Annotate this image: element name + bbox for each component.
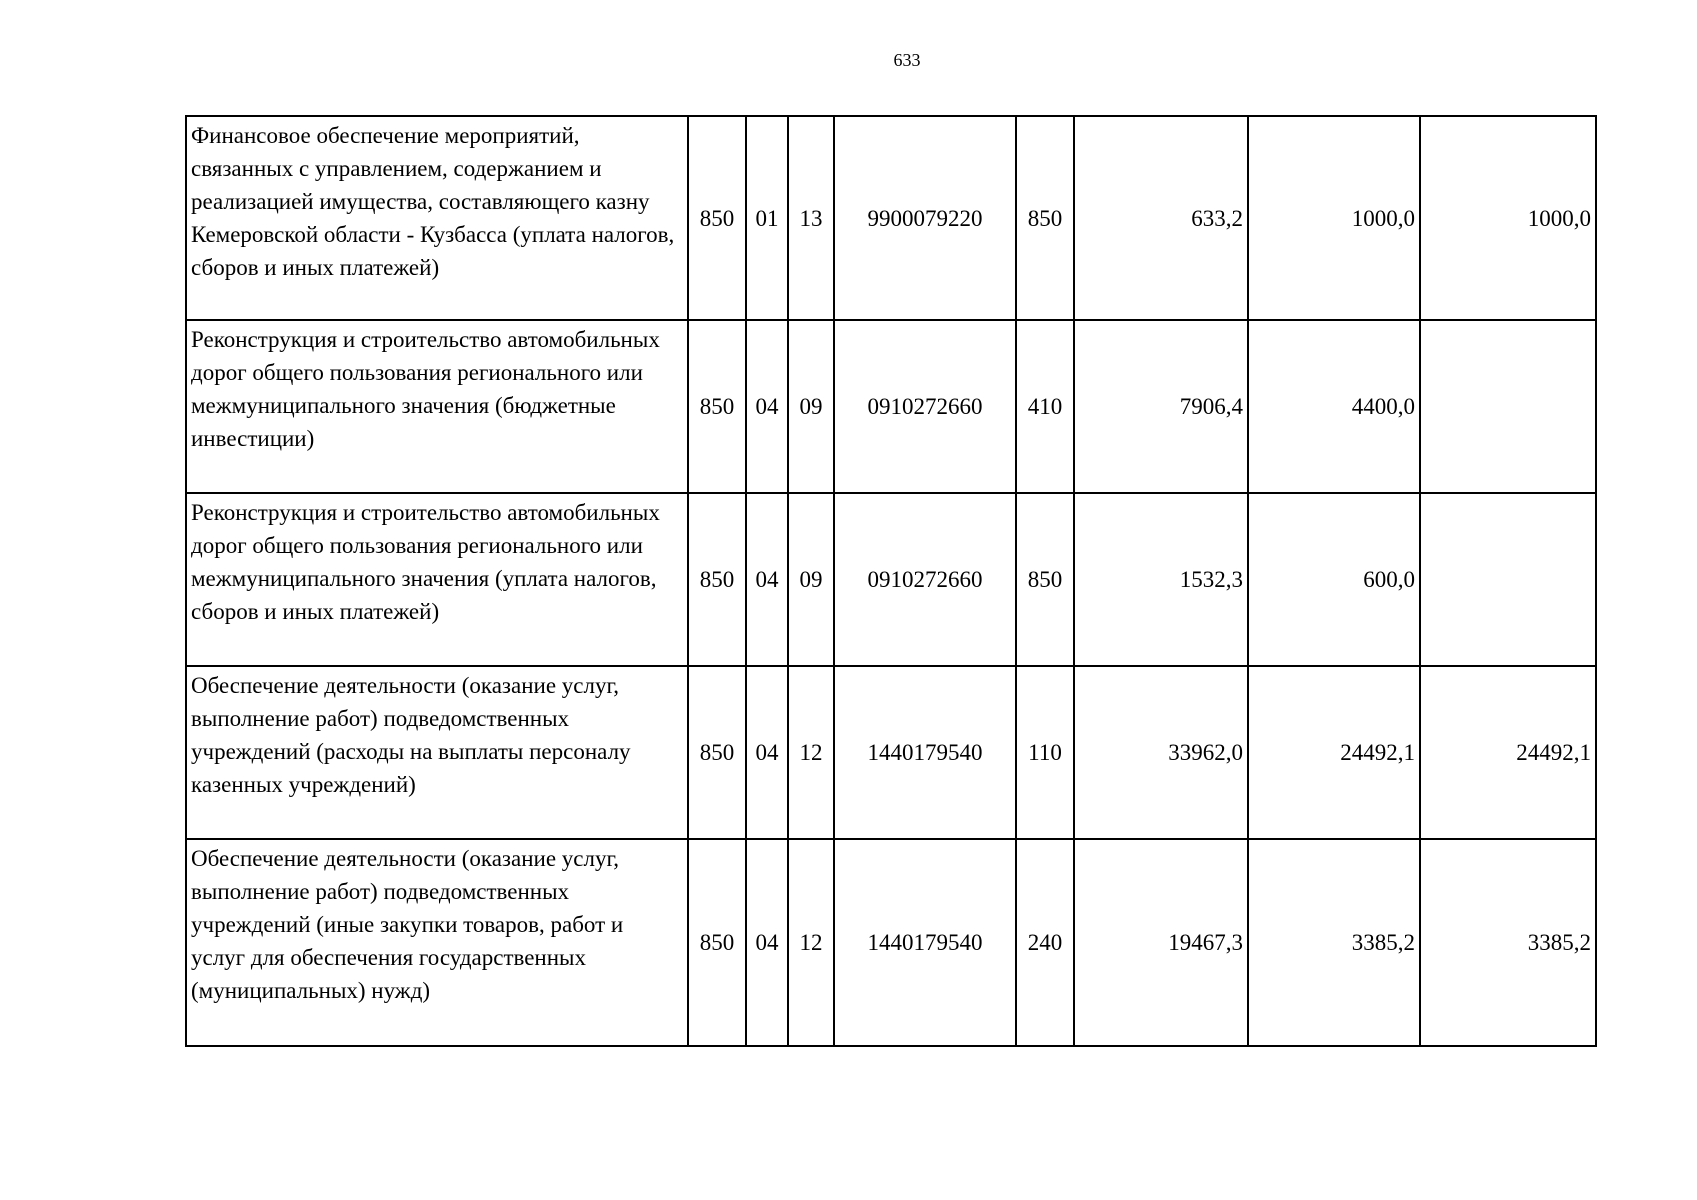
budget-table	[185, 115, 1597, 1047]
section-code: 01	[746, 116, 788, 320]
section-code: 04	[746, 666, 788, 839]
subsection-code: 13	[788, 116, 834, 320]
subsection-code: 12	[788, 839, 834, 1046]
amount-cell: 24492,1	[1420, 666, 1596, 839]
amount-cell: 3385,2	[1420, 839, 1596, 1046]
ministry-code: 850	[688, 493, 746, 666]
expense-type-code: 850	[1016, 493, 1074, 666]
amount-cell: 24492,1	[1248, 666, 1420, 839]
table-row	[186, 320, 1596, 493]
amount-cell: 4400,0	[1248, 320, 1420, 493]
amount-cell: 1532,3	[1074, 493, 1248, 666]
amount-cell: 1000,0	[1420, 116, 1596, 320]
ministry-code: 850	[688, 666, 746, 839]
section-code: 04	[746, 493, 788, 666]
table-row	[186, 839, 1596, 1046]
expense-type-code: 410	[1016, 320, 1074, 493]
expense-type-code: 240	[1016, 839, 1074, 1046]
expense-type-code: 850	[1016, 116, 1074, 320]
amount-cell	[1420, 493, 1596, 666]
subsection-code: 09	[788, 493, 834, 666]
amount-cell: 633,2	[1074, 116, 1248, 320]
amount-cell: 33962,0	[1074, 666, 1248, 839]
amount-cell: 3385,2	[1248, 839, 1420, 1046]
row-description: Реконструкция и строительство автомобильных дорог общего пользования регионального или межмуниципального значения (уплата налогов, сборов и иных платежей)	[186, 493, 688, 666]
table-row	[186, 493, 1596, 666]
expense-type-code: 110	[1016, 666, 1074, 839]
subsection-code: 09	[788, 320, 834, 493]
table-row	[186, 116, 1596, 320]
amount-cell: 7906,4	[1074, 320, 1248, 493]
target-article-code: 9900079220	[834, 116, 1016, 320]
target-article-code: 0910272660	[834, 320, 1016, 493]
amount-cell: 1000,0	[1248, 116, 1420, 320]
row-description: Реконструкция и строительство автомобильных дорог общего пользования регионального или межмуниципального значения (бюджетные инвестиции)	[186, 320, 688, 493]
ministry-code: 850	[688, 839, 746, 1046]
row-description: Обеспечение деятельности (оказание услуг, выполнение работ) подведомственных учреждений (расходы на выплаты персоналу казенных учреждений)	[186, 666, 688, 839]
table-row	[186, 666, 1596, 839]
ministry-code: 850	[688, 116, 746, 320]
amount-cell: 600,0	[1248, 493, 1420, 666]
ministry-code: 850	[688, 320, 746, 493]
target-article-code: 1440179540	[834, 839, 1016, 1046]
subsection-code: 12	[788, 666, 834, 839]
target-article-code: 0910272660	[834, 493, 1016, 666]
target-article-code: 1440179540	[834, 666, 1016, 839]
page-number: 633	[893, 50, 921, 70]
row-description: Обеспечение деятельности (оказание услуг, выполнение работ) подведомственных учреждений (иные закупки товаров, работ и услуг для обеспечения государственных (муниципальных) нужд)	[186, 839, 688, 1046]
amount-cell	[1420, 320, 1596, 493]
section-code: 04	[746, 839, 788, 1046]
amount-cell: 19467,3	[1074, 839, 1248, 1046]
row-description: Финансовое обеспечение мероприятий, связанных с управлением, содержанием и реализацией имущества, составляющего казну Кемеровской области - Кузбасса (уплата налогов, сборов и иных платежей)	[186, 116, 688, 320]
section-code: 04	[746, 320, 788, 493]
